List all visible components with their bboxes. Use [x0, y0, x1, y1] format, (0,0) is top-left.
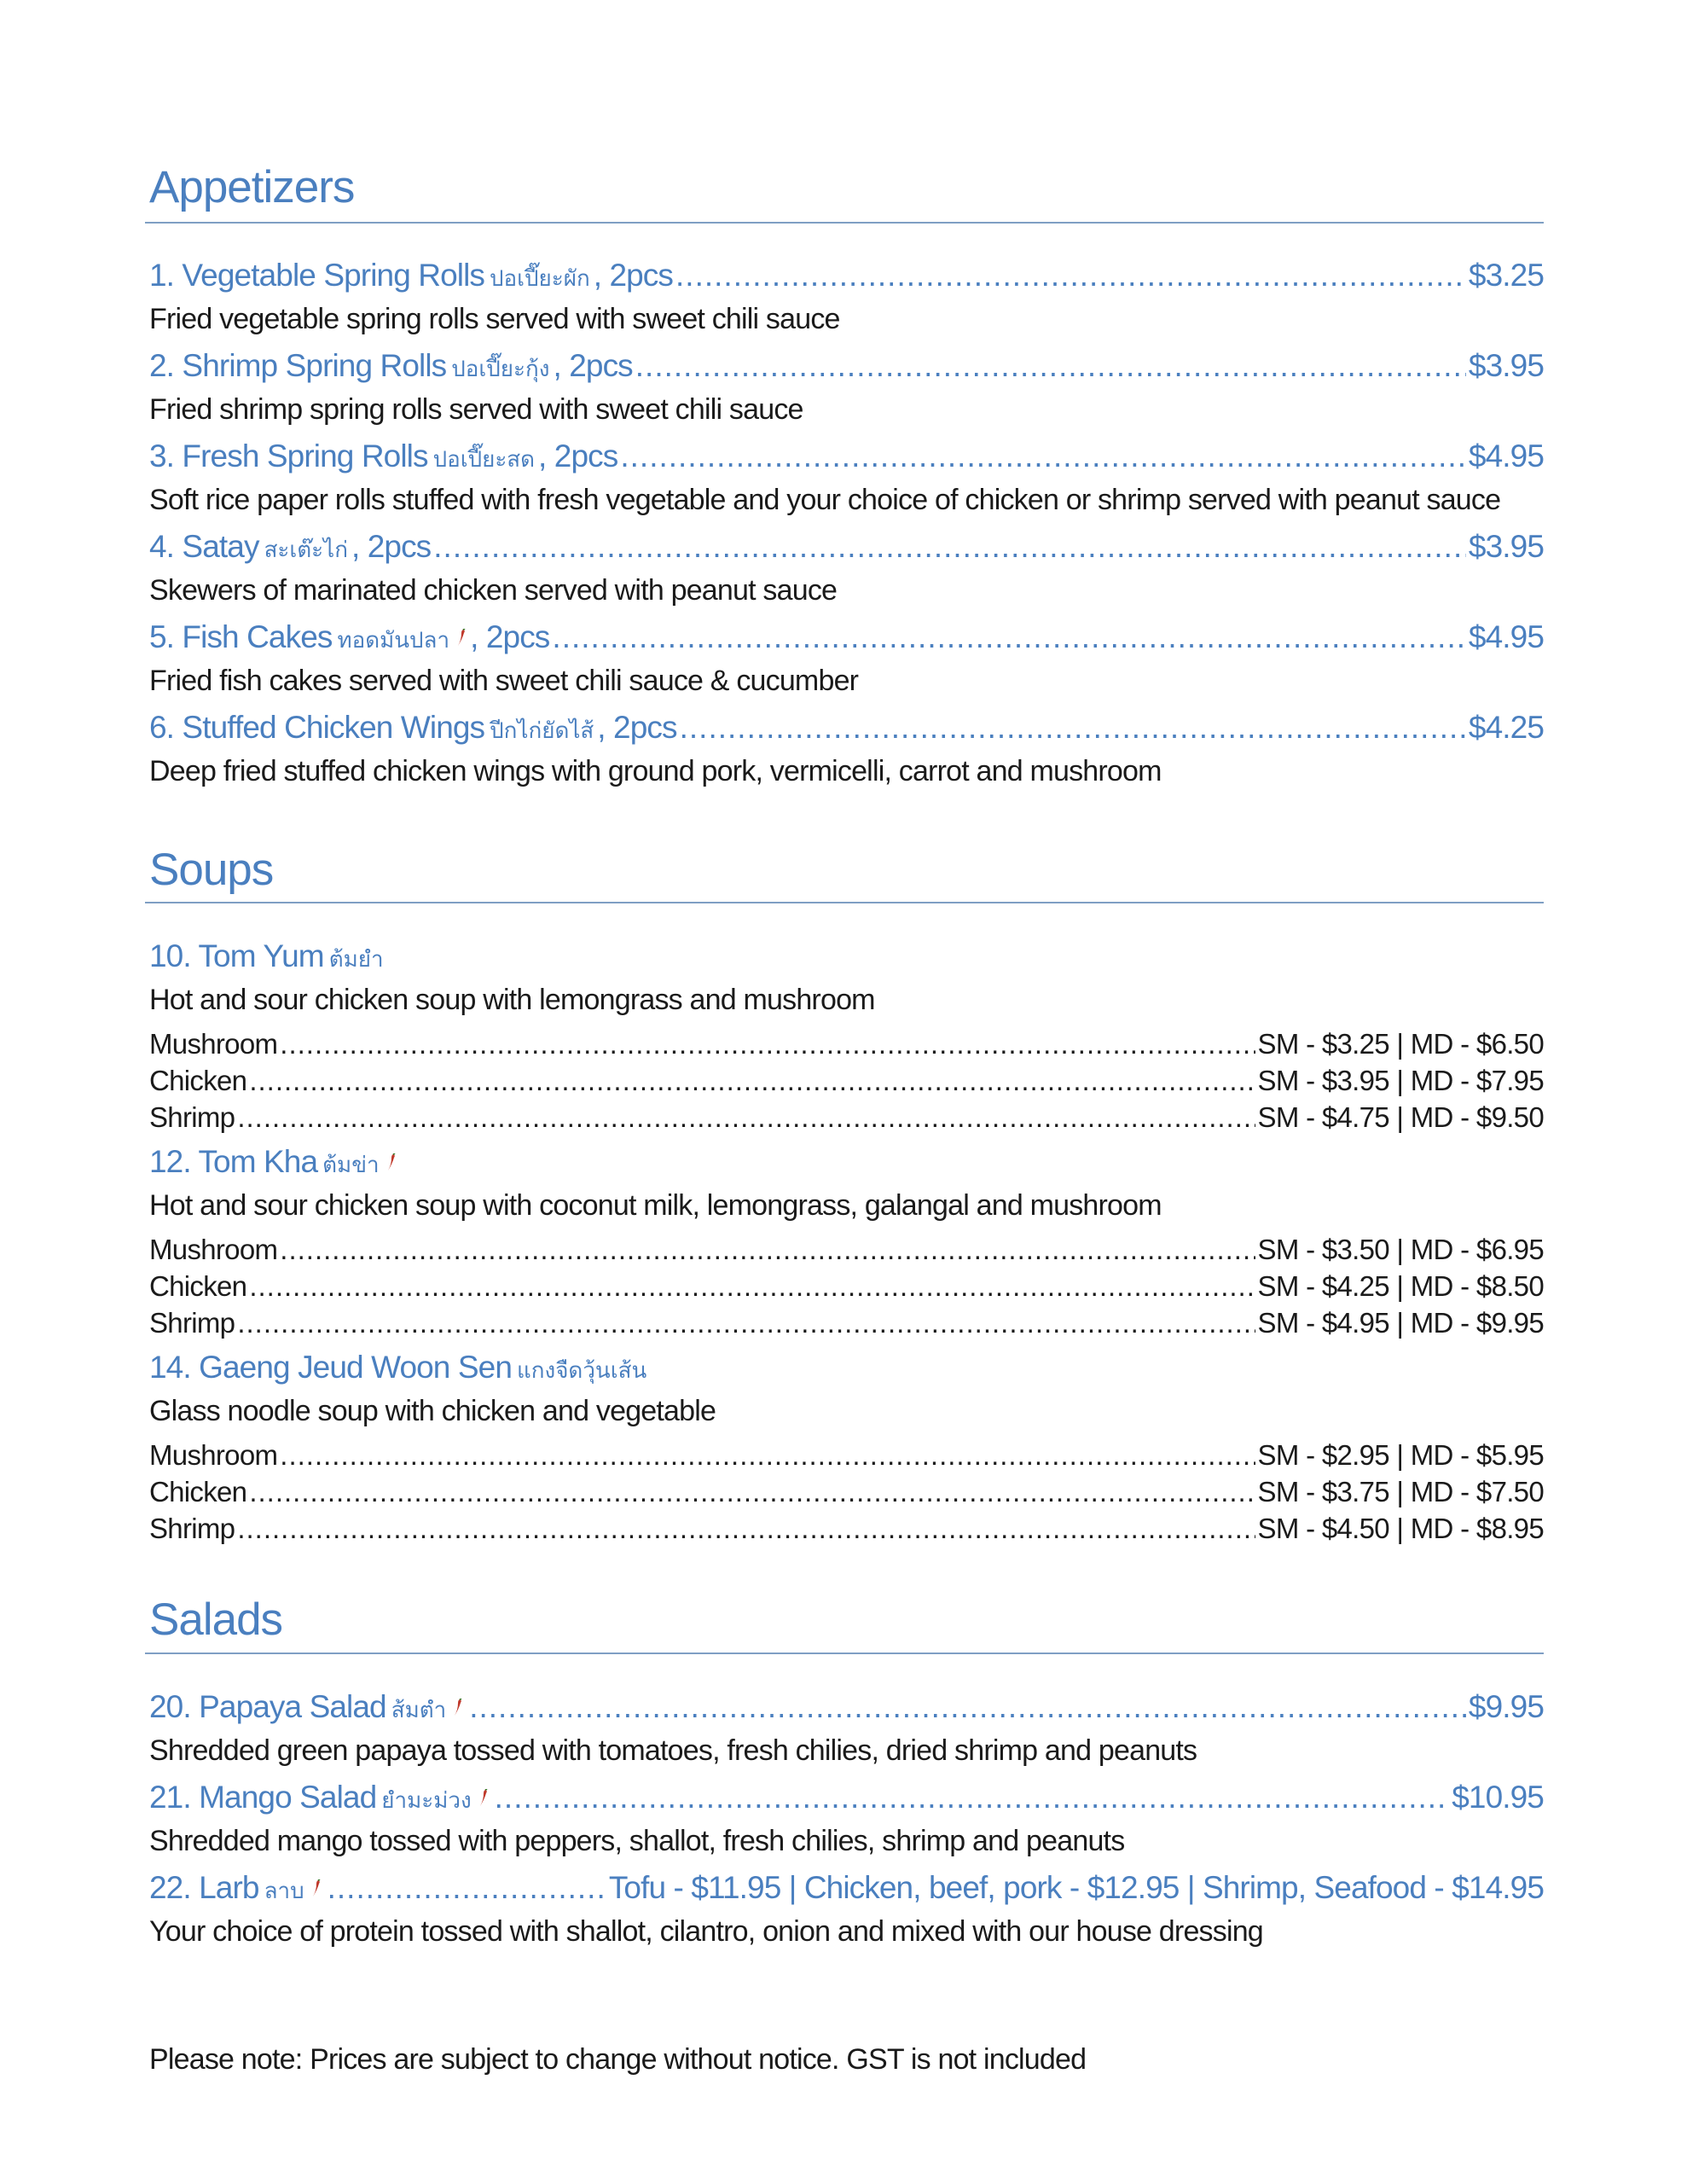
- item-description: Hot and sour chicken soup with lemongrass and mushroom: [149, 984, 875, 1016]
- dot-leader: [433, 529, 1466, 566]
- option-row: [149, 1307, 1544, 1339]
- dot-leader: [328, 1870, 606, 1907]
- option-label: Mushroom: [149, 1439, 278, 1471]
- section-divider: [145, 902, 1544, 903]
- chili-pepper-icon: [386, 1153, 397, 1172]
- section-title-appetizers: Appetizers: [149, 162, 355, 212]
- option-label: Chicken: [149, 1270, 247, 1302]
- option-price: SM - $4.75 | MD - $9.50: [1257, 1101, 1544, 1133]
- item-price: $4.95: [1468, 439, 1544, 473]
- dot-leader: [469, 1689, 1466, 1726]
- item-thai-name: ปีกไก่ยัดไส้: [490, 717, 594, 743]
- dot-leader: [552, 619, 1465, 656]
- item-description: Glass noodle soup with chicken and vegetable: [149, 1395, 716, 1427]
- menu-item-larb: [149, 1870, 1544, 1907]
- item-description: Fried vegetable spring rolls served with sweet chili sauce: [149, 303, 840, 335]
- item-description: Soft rice paper rolls stuffed with fresh vegetable and your choice of chicken or shrimp served with peanut sauce: [149, 484, 1501, 516]
- option-row: [149, 1234, 1544, 1266]
- option-price: SM - $4.25 | MD - $8.50: [1257, 1270, 1544, 1302]
- item-thai-name: สะเต๊ะไก่: [264, 537, 348, 562]
- item-name: 2. Shrimp Spring Rolls: [149, 348, 447, 383]
- section-divider: [145, 222, 1544, 224]
- item-name: 12. Tom Kha: [149, 1144, 318, 1179]
- item-name: 22. Larb: [149, 1870, 259, 1905]
- menu-item-stuffed-chicken-wings: [149, 710, 1544, 746]
- item-qty: , 2pcs: [597, 710, 677, 745]
- option-price: SM - $4.50 | MD - $8.95: [1257, 1513, 1544, 1544]
- item-description: Your choice of protein tossed with shallot, cilantro, onion and mixed with our house dressing: [149, 1915, 1263, 1948]
- option-label: Chicken: [149, 1065, 247, 1096]
- item-qty: , 2pcs: [553, 348, 633, 383]
- dot-leader: [249, 1065, 1255, 1097]
- item-name: 14. Gaeng Jeud Woon Sen: [149, 1350, 512, 1385]
- item-qty: , 2pcs: [538, 439, 618, 473]
- chili-pepper-icon: [478, 1789, 489, 1808]
- option-label: Mushroom: [149, 1234, 278, 1265]
- option-row: [149, 1476, 1544, 1508]
- dot-leader: [620, 439, 1466, 475]
- dot-leader: [280, 1439, 1255, 1472]
- item-thai-name: ต้มข่า: [322, 1152, 380, 1177]
- option-row: [149, 1065, 1544, 1097]
- item-name: 3. Fresh Spring Rolls: [149, 439, 428, 473]
- dot-leader: [237, 1513, 1255, 1545]
- option-row: [149, 1439, 1544, 1472]
- item-name: 4. Satay: [149, 529, 259, 564]
- item-name: 6. Stuffed Chicken Wings: [149, 710, 485, 745]
- item-description: Fried fish cakes served with sweet chili sauce & cucumber: [149, 665, 859, 697]
- menu-item-mango-salad: [149, 1780, 1544, 1816]
- item-description: Fried shrimp spring rolls served with sweet chili sauce: [149, 393, 803, 426]
- menu-item-fish-cakes: [149, 619, 1544, 656]
- chili-pepper-icon: [311, 1879, 322, 1898]
- item-thai-name: ปอเปี๊ยะผัก: [490, 265, 590, 291]
- dot-leader: [237, 1307, 1255, 1339]
- menu-item-papaya-salad: [149, 1689, 1544, 1726]
- item-price: $3.95: [1468, 348, 1544, 383]
- option-price: SM - $3.25 | MD - $6.50: [1257, 1028, 1544, 1060]
- item-thai-name: ทอดมันปลา: [337, 627, 450, 653]
- menu-item-vegetable-spring-rolls: [149, 258, 1544, 294]
- footer-note: Please note: Prices are subject to change without notice. GST is not included: [149, 2043, 1087, 2076]
- dot-leader: [495, 1780, 1450, 1816]
- menu-item-tom-kha: [149, 1144, 1544, 1181]
- item-thai-name: ปอเปี๊ยะกุ้ง: [451, 356, 550, 381]
- dot-leader: [635, 348, 1466, 385]
- item-thai-name: ต้มยำ: [328, 946, 384, 972]
- item-description: Deep fried stuffed chicken wings with ground pork, vermicelli, carrot and mushroom: [149, 755, 1162, 787]
- item-thai-name: แกงจืดวุ้นเส้น: [517, 1357, 647, 1383]
- option-label: Chicken: [149, 1476, 247, 1507]
- section-divider: [145, 1653, 1544, 1654]
- item-price: $3.95: [1468, 529, 1544, 564]
- item-description: Hot and sour chicken soup with coconut milk, lemongrass, galangal and mushroom: [149, 1189, 1162, 1222]
- option-row: [149, 1028, 1544, 1060]
- item-description: Skewers of marinated chicken served with peanut sauce: [149, 574, 838, 607]
- dot-leader: [249, 1270, 1255, 1303]
- item-thai-name: ส้มตำ: [391, 1697, 447, 1722]
- item-price: $4.95: [1468, 619, 1544, 654]
- item-price: $10.95: [1452, 1780, 1544, 1815]
- option-label: Shrimp: [149, 1101, 235, 1133]
- option-price: SM - $4.95 | MD - $9.95: [1257, 1307, 1544, 1339]
- item-qty: , 2pcs: [593, 258, 674, 293]
- dot-leader: [237, 1101, 1255, 1134]
- item-description: Shredded green papaya tossed with tomatoes, fresh chilies, dried shrimp and peanuts: [149, 1734, 1197, 1767]
- menu-item-gaeng-jeud-woon-sen: [149, 1350, 1544, 1386]
- chili-pepper-icon: [456, 629, 467, 648]
- option-label: Mushroom: [149, 1028, 278, 1060]
- item-price: $9.95: [1468, 1689, 1544, 1724]
- option-label: Shrimp: [149, 1513, 235, 1544]
- dot-leader: [280, 1234, 1255, 1266]
- dot-leader: [280, 1028, 1255, 1060]
- option-row: [149, 1513, 1544, 1545]
- item-name: 20. Papaya Salad: [149, 1689, 386, 1724]
- option-row: [149, 1101, 1544, 1134]
- item-description: Shredded mango tossed with peppers, shallot, fresh chilies, shrimp and peanuts: [149, 1825, 1125, 1857]
- item-price: $4.25: [1468, 710, 1544, 745]
- item-name: 10. Tom Yum: [149, 938, 324, 973]
- menu-item-tom-yum: [149, 938, 1544, 975]
- option-label: Shrimp: [149, 1307, 235, 1339]
- option-price: SM - $3.50 | MD - $6.95: [1257, 1234, 1544, 1265]
- chili-pepper-icon: [453, 1699, 463, 1717]
- item-price: $3.25: [1468, 258, 1544, 293]
- option-price: SM - $3.75 | MD - $7.50: [1257, 1476, 1544, 1507]
- item-thai-name: ปอเปี๊ยะสด: [432, 446, 536, 472]
- item-qty: , 2pcs: [351, 529, 432, 564]
- section-title-soups: Soups: [149, 845, 274, 895]
- menu-item-fresh-spring-rolls: [149, 439, 1544, 475]
- section-title-salads: Salads: [149, 1594, 283, 1645]
- option-row: [149, 1270, 1544, 1303]
- item-name: 5. Fish Cakes: [149, 619, 333, 654]
- dot-leader: [675, 258, 1466, 294]
- menu-item-satay: [149, 529, 1544, 566]
- item-price: Tofu - $11.95 | Chicken, beef, pork - $12.95 | Shrimp, Seafood - $14.95: [608, 1870, 1544, 1905]
- item-qty: , 2pcs: [470, 619, 550, 654]
- dot-leader: [680, 710, 1466, 746]
- option-price: SM - $2.95 | MD - $5.95: [1257, 1439, 1544, 1471]
- item-thai-name: ยำมะม่วง: [381, 1787, 472, 1813]
- item-name: 21. Mango Salad: [149, 1780, 377, 1815]
- dot-leader: [249, 1476, 1255, 1508]
- option-price: SM - $3.95 | MD - $7.95: [1257, 1065, 1544, 1096]
- item-thai-name: ลาบ: [264, 1878, 304, 1903]
- item-name: 1. Vegetable Spring Rolls: [149, 258, 484, 293]
- menu-item-shrimp-spring-rolls: [149, 348, 1544, 385]
